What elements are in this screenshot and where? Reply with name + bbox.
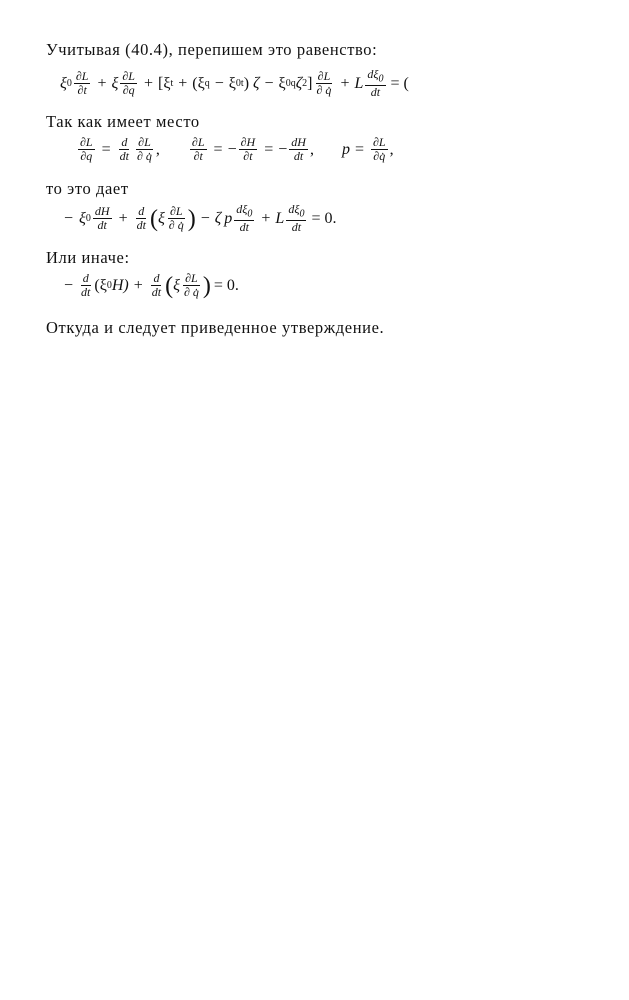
right-paren: ) bbox=[187, 205, 196, 232]
equation-4 bbox=[64, 272, 239, 299]
right-paren: ) bbox=[202, 272, 211, 299]
equation-3 bbox=[64, 203, 337, 234]
numerator: dH bbox=[94, 204, 110, 219]
fraction bbox=[234, 203, 254, 234]
numerator: dH bbox=[291, 135, 306, 149]
conclusion-line: Откуда и следует приведенное утверждение. bbox=[46, 318, 385, 337]
xi-symbol: ξ bbox=[60, 74, 67, 92]
numerator: ∂L bbox=[169, 204, 183, 219]
denominator: dt bbox=[136, 218, 146, 233]
xi-symbol: ξ bbox=[111, 74, 119, 92]
denominator: ∂ q̇ bbox=[183, 285, 199, 299]
fraction bbox=[135, 205, 148, 232]
numerator: d bbox=[138, 204, 145, 219]
denominator: dt bbox=[293, 149, 304, 163]
fraction bbox=[118, 136, 131, 163]
numerator: ∂L bbox=[75, 69, 89, 84]
numerator: ∂L bbox=[80, 135, 93, 149]
numerator: ∂L bbox=[122, 69, 135, 84]
fraction bbox=[371, 136, 388, 163]
fraction bbox=[182, 272, 201, 299]
minus-sign: − bbox=[214, 74, 224, 92]
fraction bbox=[120, 70, 137, 97]
plus-sign: + bbox=[133, 276, 143, 294]
equals-sign: = bbox=[354, 140, 364, 158]
denominator: ∂q bbox=[80, 149, 93, 163]
denominator: dt bbox=[97, 218, 107, 233]
plus-sign: + bbox=[118, 209, 128, 227]
fraction bbox=[79, 272, 92, 299]
denominator: dt bbox=[239, 220, 249, 235]
numerator: ∂L bbox=[185, 271, 198, 285]
fraction bbox=[286, 203, 306, 234]
minus-sign: − bbox=[200, 209, 210, 227]
equation-1 bbox=[60, 68, 409, 99]
p-symbol: p bbox=[341, 140, 350, 158]
equals-sign: = bbox=[264, 140, 274, 158]
denominator: ∂ q̇ bbox=[168, 218, 184, 233]
comma: , bbox=[389, 140, 394, 158]
fraction bbox=[190, 136, 207, 163]
numerator: ∂H bbox=[240, 135, 256, 149]
numerator: d bbox=[153, 271, 160, 285]
denominator: dt bbox=[291, 220, 302, 235]
equals-zero: = 0. bbox=[213, 276, 239, 294]
minus-sign: − bbox=[64, 209, 74, 227]
fraction bbox=[365, 68, 385, 99]
zeta-symbol: ζ bbox=[295, 74, 303, 92]
numerator-text: dξ bbox=[288, 202, 300, 216]
comma: , bbox=[155, 140, 160, 158]
denominator: ∂ q̇ bbox=[136, 149, 152, 163]
denominator: ∂ q̇ bbox=[316, 83, 332, 98]
numerator: ∂L bbox=[317, 69, 331, 84]
plus-sign: + bbox=[340, 74, 350, 92]
minus-sign: − bbox=[64, 276, 74, 294]
plus-sign: + bbox=[178, 74, 188, 92]
equals-sign: = ( bbox=[390, 74, 409, 92]
left-paren: ( bbox=[165, 272, 174, 299]
numerator: d bbox=[82, 271, 89, 285]
paren-close: ) bbox=[243, 74, 250, 92]
numerator bbox=[365, 68, 385, 86]
fraction bbox=[315, 70, 334, 97]
denominator: ∂q bbox=[122, 83, 135, 98]
denominator: dt bbox=[81, 285, 91, 299]
equation-2 bbox=[76, 136, 394, 163]
minus-sign: − bbox=[278, 140, 288, 158]
comma: , bbox=[309, 140, 314, 158]
denominator: ∂q̇ bbox=[373, 149, 386, 163]
equals-zero: = 0. bbox=[311, 209, 337, 227]
denominator: dt bbox=[119, 149, 129, 163]
fraction bbox=[93, 205, 112, 232]
subscript: 0 bbox=[66, 78, 72, 90]
plus-sign: + bbox=[261, 209, 271, 227]
subscript: t bbox=[170, 78, 174, 90]
fraction bbox=[78, 136, 95, 163]
superscript: 2 bbox=[302, 78, 308, 90]
plus-sign: + bbox=[97, 74, 107, 92]
numerator: ∂L bbox=[372, 135, 386, 149]
p-symbol: p bbox=[224, 209, 233, 227]
h-paren-close: H) bbox=[111, 276, 129, 294]
subscript: 0 bbox=[299, 208, 305, 220]
fraction bbox=[74, 70, 91, 97]
bracket-close: ] bbox=[307, 74, 313, 92]
xi-symbol: ξ bbox=[173, 276, 180, 294]
minus-sign: − bbox=[227, 140, 237, 158]
paren-open: (ξ bbox=[192, 74, 205, 92]
numerator bbox=[286, 203, 306, 221]
alternative-line: Или иначе: bbox=[46, 248, 130, 267]
l-symbol: L bbox=[354, 74, 364, 92]
fraction bbox=[135, 136, 154, 163]
subscript: 0t bbox=[235, 78, 244, 90]
xi-symbol: ξ bbox=[79, 209, 86, 227]
subscript: 0q bbox=[285, 78, 296, 90]
bracket-open: [ξ bbox=[158, 74, 171, 92]
result-line: то это дает bbox=[46, 179, 129, 198]
denominator: ∂t bbox=[243, 149, 253, 163]
fraction bbox=[167, 205, 186, 232]
plus-sign: + bbox=[143, 74, 153, 92]
denominator: dt bbox=[151, 285, 162, 299]
denominator: dt bbox=[370, 85, 381, 100]
l-symbol: L bbox=[275, 209, 285, 227]
numerator-text: dξ bbox=[236, 202, 248, 216]
numerator-text: dξ bbox=[367, 67, 379, 81]
fraction bbox=[150, 272, 163, 299]
fraction bbox=[239, 136, 258, 163]
numerator: d bbox=[121, 135, 128, 149]
xi-symbol: ξ bbox=[228, 74, 236, 92]
paren-open: (ξ bbox=[94, 276, 107, 294]
subscript: 0 bbox=[378, 73, 384, 85]
fraction bbox=[289, 136, 308, 163]
zeta-symbol: ζ bbox=[214, 209, 222, 227]
left-paren: ( bbox=[149, 205, 158, 232]
condition-line: Так как имеет место bbox=[46, 112, 200, 131]
xi-symbol: ξ bbox=[157, 209, 165, 227]
minus-sign: − bbox=[264, 74, 274, 92]
zeta-symbol: ζ bbox=[253, 74, 260, 92]
numerator: ∂L bbox=[191, 135, 205, 149]
subscript: 0 bbox=[106, 280, 112, 291]
denominator: ∂t bbox=[77, 83, 87, 98]
equals-sign: = bbox=[101, 140, 111, 158]
subscript: 0 bbox=[85, 213, 91, 225]
numerator: ∂L bbox=[138, 135, 151, 149]
subscript: 0 bbox=[247, 208, 253, 220]
intro-line: Учитывая (40.4), перепишем это равенство: bbox=[46, 40, 378, 59]
numerator bbox=[234, 203, 254, 221]
xi-symbol: ξ bbox=[278, 74, 286, 92]
denominator: ∂t bbox=[193, 149, 203, 163]
subscript: q bbox=[204, 78, 210, 90]
equals-sign: = bbox=[213, 140, 223, 158]
